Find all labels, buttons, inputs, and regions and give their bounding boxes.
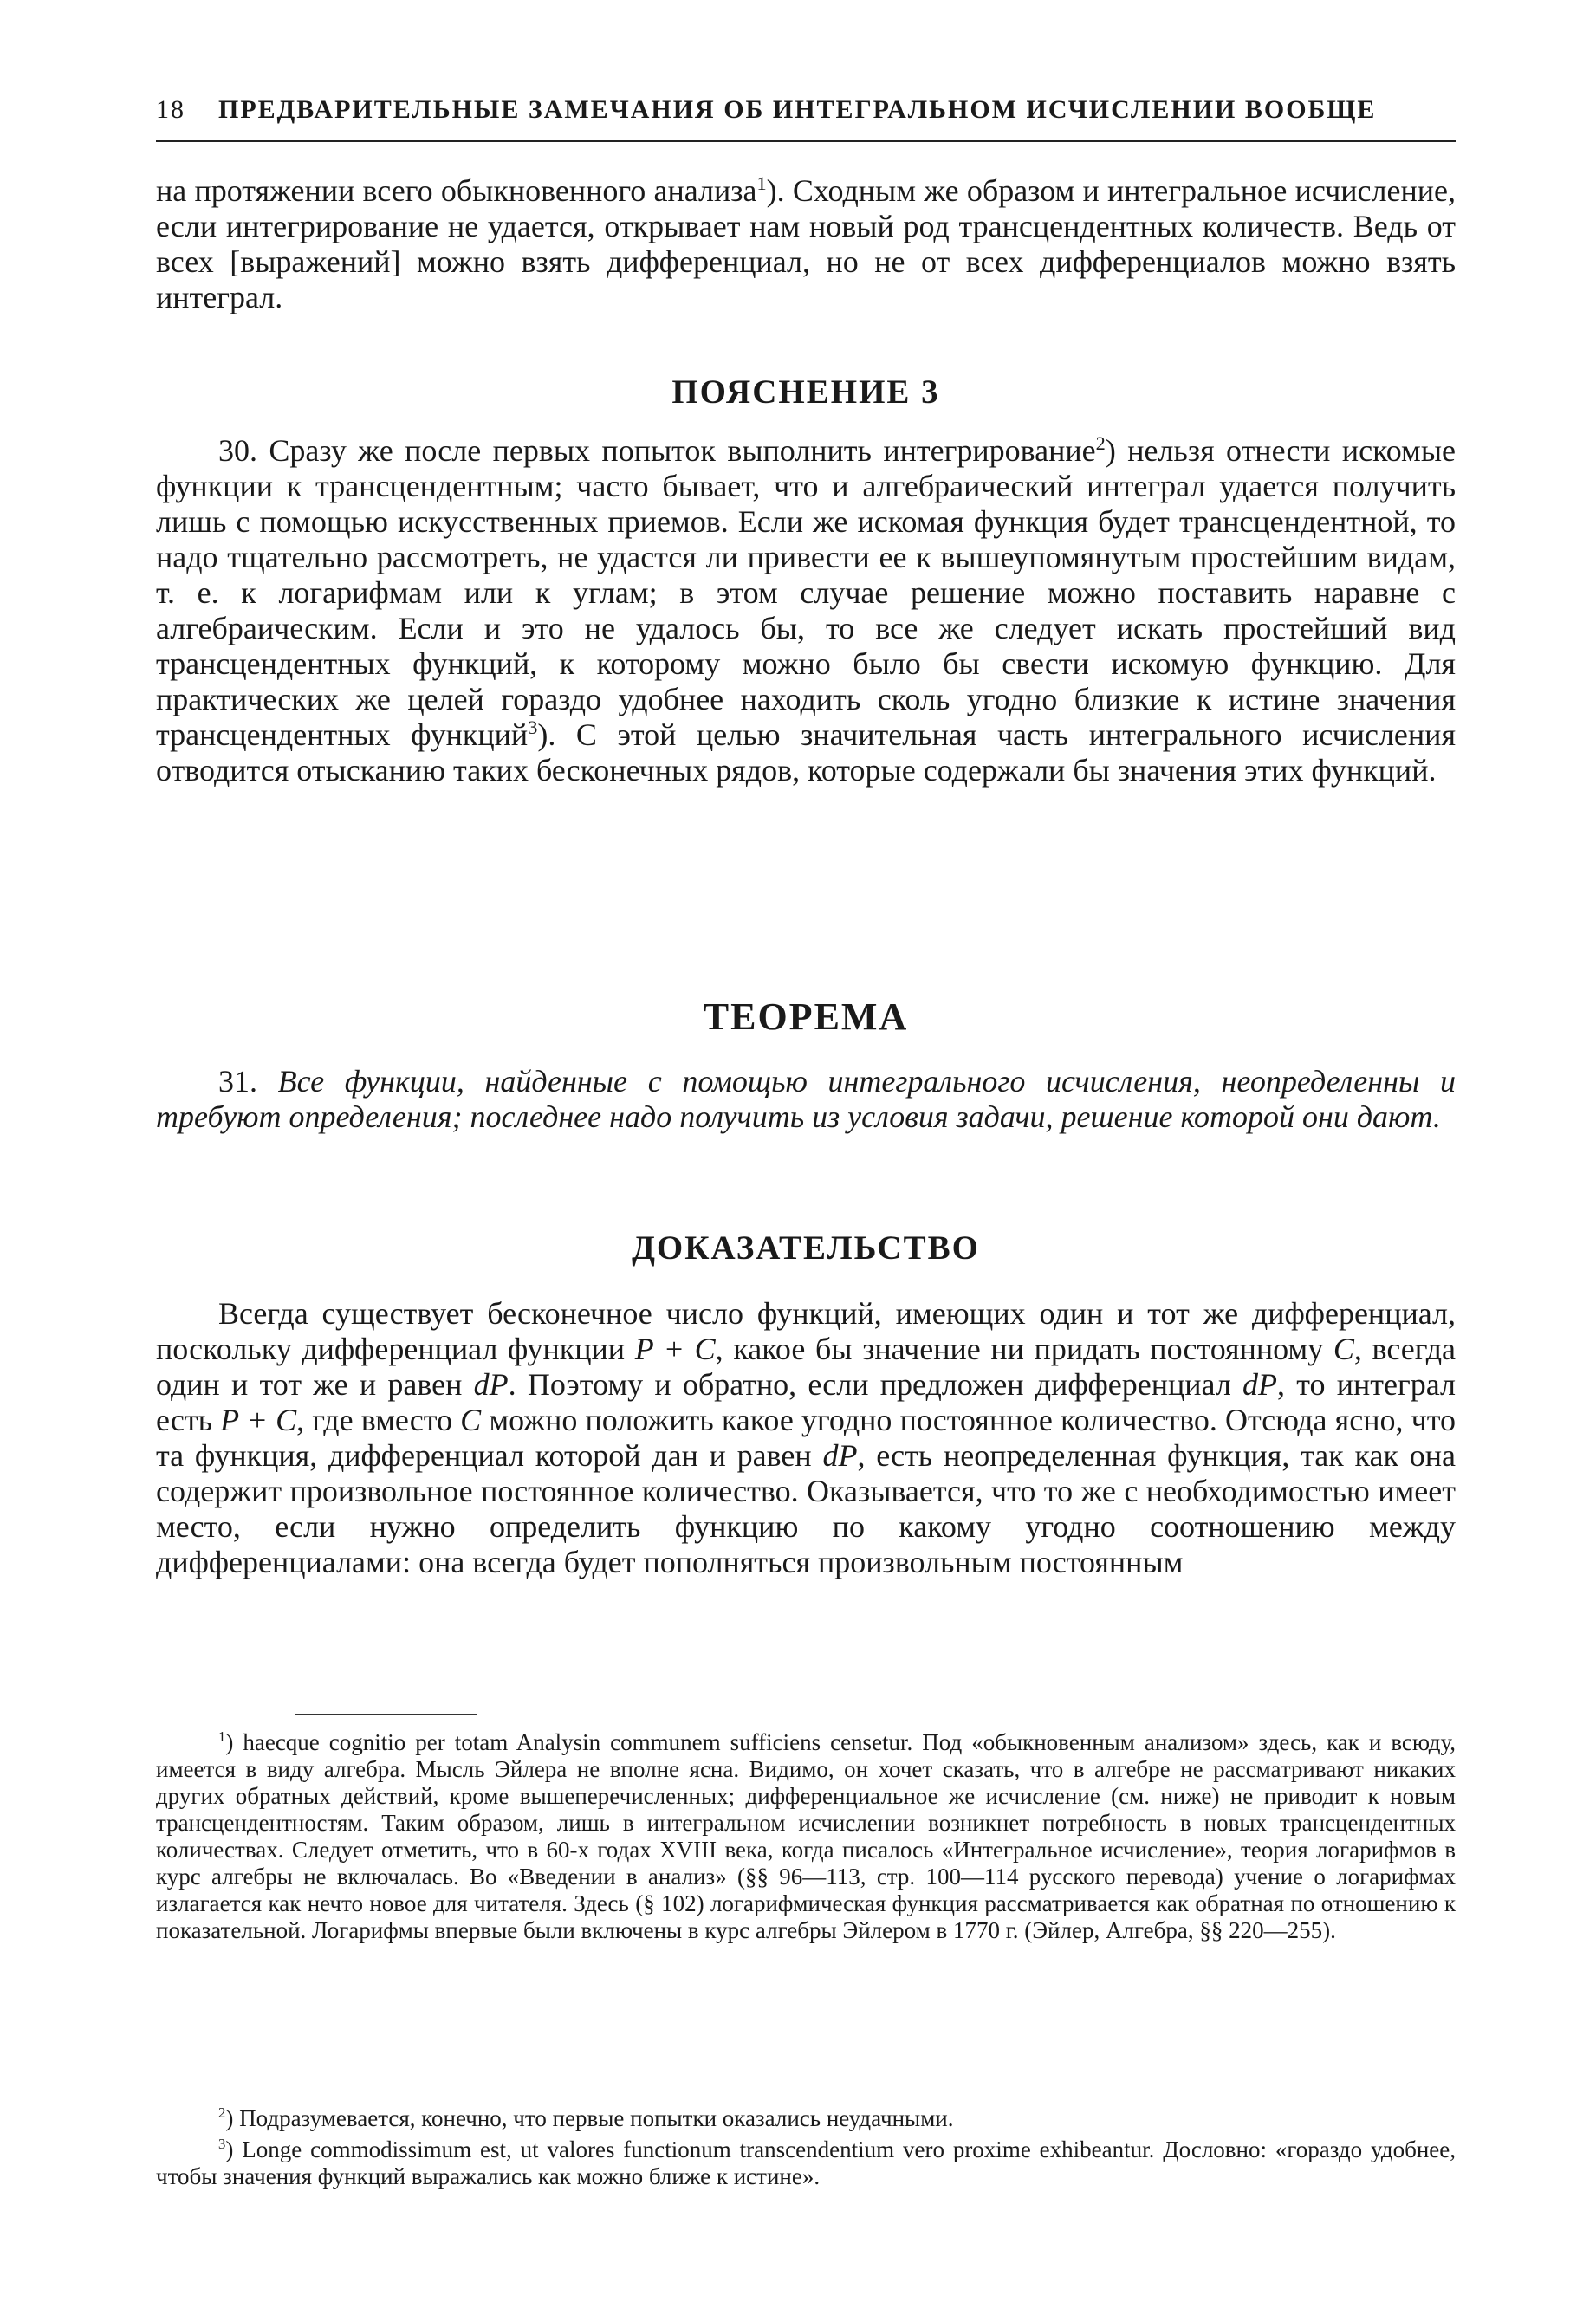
formula: dP [822,1438,858,1473]
theorem-statement: Все функции, найденные с помощью интегрального исчисления, неопределенны и требуют определения; последнее надо получить из условия задачи, решение которой они дают. [156,1064,1457,1134]
intro-paragraph: на протяжении всего обыкновенного анализа$^1$). Сходным же образом и интегральное исчисление, если интегрирование не удается, открывает нам новый род трансцендентных количеств. Ведь от всех [выражений] можно взять дифференциал, но не от всех дифференциалов можно взять интеграл. [156,172,1456,314]
theorem-number: 31. [218,1064,278,1099]
page-number: 18 [156,95,185,124]
footnote-mark: 2 [218,2104,226,2121]
header-rule [156,140,1456,142]
formula: dP [1242,1367,1278,1402]
running-head [156,95,1456,133]
footnote-mark: 3 [218,2136,226,2152]
formula: C [460,1403,482,1437]
footnote-2: $^2$) Подразумевается, конечно, что первые попытки оказались неудачными. [218,2104,954,2131]
theorem-paragraph [156,1064,1456,1135]
formula: dP [473,1367,509,1402]
explanation-heading: ПОЯСНЕНИЕ 3 [671,373,940,411]
formula: P + C [220,1403,297,1437]
footnote-1: $^1$) haecque cognitio per totam Analysin communem sufficiens censetur. Под «обыкновенным анализом» здесь, как и всюду, имеется в виду алгебра. Мысль Эйлера не вполне ясна. Видимо, он хочет сказать, что в алгебре не рассматривают никаких других обратных действий, кроме вышеперечисленных; дифференциальное же исчисление (см. ниже) не приводит к новым трансцендентностям. Таким образом, лишь в интегральном исчислении возникнет потребность в новых трансцендентных количествах. Следует отметить, что в 60-х годах XVIII века, когда писалось «Интегральное исчисление», теория логарифмов в курс алгебры не включалась. Во «Введении в анализ» (§§ 96—113, стр. 100—114 русского перевода) учение о логарифмах излагается как нечто новое для читателя. Здесь (§ 102) логарифмическая функция рассматривается как обратная по отношению к показательной. Логарифмы впервые были включены в курс алгебры Эйлером в 1770 г. (Эйлер, Алгебра, §§ 220—255). [156,1728,1456,1943]
theorem-heading: ТЕОРЕМА [703,995,909,1038]
proof-paragraph: Всегда существует бесконечное число функций, имеющих один и тот же дифференциал, поскольку дифференциал функции P + C, какое бы значение ни придать постоянному C, всегда один и тот же и равен dP. Поэтому и обратно, если предложен дифференциал dP, то интеграл есть P + C, где вместо C можно положить какое угодно постоянное количество. Отсюда ясно, что та функция, дифференциал которой дан и равен dP, есть неопределенная функция, так как она содержит произвольное постоянное количество. Оказывается, что то же с необходимостью имеет место, если нужно определить функцию по какому угодно соотношению между дифференциалами: она всегда будет пополняться произвольным постоянным [156,1296,1456,1579]
footnote-ref-1: 1 [756,172,767,194]
footnote-mark: 1 [218,1728,226,1745]
footnote-ref-3: 3 [528,716,538,738]
formula: C [1333,1332,1354,1366]
proof-heading: ДОКАЗАТЕЛЬСТВО [632,1229,980,1267]
running-title: ПРЕДВАРИТЕЛЬНЫЕ ЗАМЕЧАНИЯ ОБ ИНТЕГРАЛЬНОМ ИСЧИСЛЕНИИ ВООБЩЕ [218,95,1377,124]
footnote-ref-2: 2 [1095,432,1106,454]
explanation-paragraph: 30. Сразу же после первых попыток выполнить интегрирование$^2$) нельзя отнести искомые функции к трансцендентным; часто бывает, что и алгебраический интеграл удается получить лишь с помощью искусственных приемов. Если же искомая функция будет трансцендентной, то надо тщательно рассмотреть, не удастся ли привести ее к вышеупомянутым простейшим видам, т. е. к логарифмам или к углам; в этом случае решение можно поставить наравне с алгебраическим. Если и это не удалось бы, то все же следует искать простейший вид трансцендентных функций, к которому можно было бы свести искомую функцию. Для практических же целей гораздо удобнее находить сколь угодно близкие к истине значения трансцендентных функций$^3$). С этой целью значительная часть интегрального исчисления отводится отысканию таких бесконечных рядов, которые содержали бы значения этих функций. [156,432,1457,788]
formula: P + C [634,1332,716,1366]
footnote-3: $^3$) Longe commodissimum est, ut valores functionum transcendentium vero proxime exhibeantur. Дословно: «гораздо удобнее, чтобы значения функций выражались как можно ближе к истине». [156,2136,1456,2189]
footnote-rule [295,1714,477,1715]
book-page [156,87,1456,2287]
